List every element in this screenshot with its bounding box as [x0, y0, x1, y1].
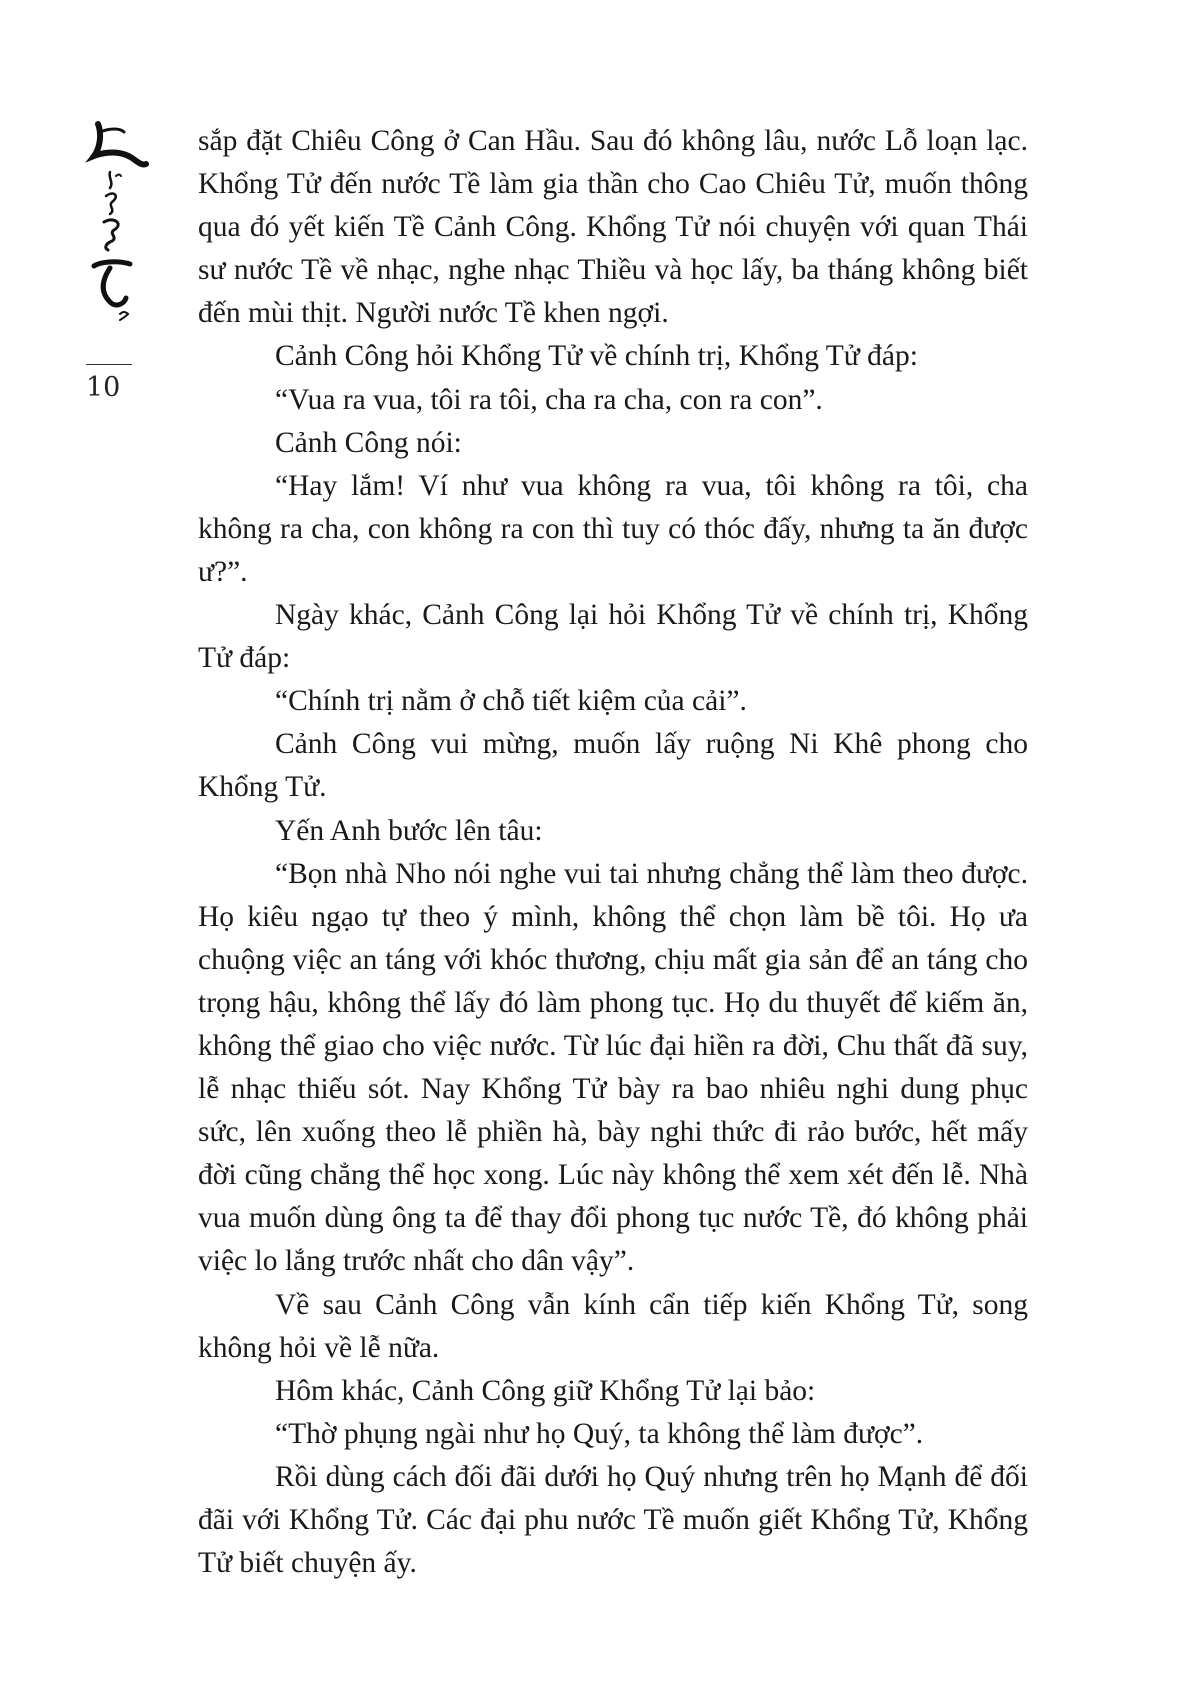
paragraph: Cảnh Công nói: [275, 426, 462, 459]
page-number: 10 [86, 372, 121, 403]
body-text [198, 120, 1028, 1585]
paragraph: Rồi dùng cách đối đãi dưới họ Quý nhưng trên họ Mạnh để đối đãi với Khổng Tử. Các đại phu nước Tề muốn giết Khổng Tử, Khổng Tử biết chuyện ấy. [198, 1460, 1028, 1580]
paragraph: “Bọn nhà Nho nói nghe vui tai nhưng chẳng thể làm theo được. Họ kiêu ngạo tự theo ý mình, không thể chọn làm bề tôi. Họ ưa chuộng việc an táng với khóc thương, chịu mất gia sản để an táng cho trọng hậu, không thể lấy đó làm phong tục. Họ du thuyết để kiếm ăn, không thể giao cho việc nước. Từ lúc đại hiền ra đời, Chu thất đã suy, lễ nhạc thiếu sót. Nay Khổng Tử bày ra bao nhiêu nghi dung phục sức, lên xuống theo lễ phiền hà, bày nghi thức đi rảo bước, hết mấy đời cũng chẳng thể học xong. Lúc này không thể xem xét đến lễ. Nhà vua muốn dùng ông ta để thay đổi phong tục nước Tề, đó không phải việc lo lắng trước nhất cho dân vậy”. [198, 857, 1028, 1278]
paragraph: Yến Anh bước lên tâu: [275, 814, 543, 847]
paragraph: Cảnh Công hỏi Khổng Tử về chính trị, Khổng Tử đáp: [275, 340, 918, 373]
paragraph: Về sau Cảnh Công vẫn kính cẩn tiếp kiến Khổng Tử, song không hỏi về lễ nữa. [198, 1288, 1028, 1364]
paragraph: “Vua ra vua, tôi ra tôi, cha ra cha, con ra con”. [275, 383, 823, 416]
paragraph: “Chính trị nằm ở chỗ tiết kiệm của cải”. [275, 685, 747, 718]
page-number-divider [86, 364, 132, 365]
paragraph: Cảnh Công vui mừng, muốn lấy ruộng Ni Khê phong cho Khổng Tử. [198, 728, 1028, 804]
paragraph: Ngày khác, Cảnh Công lại hỏi Khổng Tử về chính trị, Khổng Tử đáp: [198, 599, 1028, 675]
paragraph: “Thờ phụng ngài như họ Quý, ta không thể làm được”. [275, 1417, 924, 1450]
paragraph: sắp đặt Chiêu Công ở Can Hầu. Sau đó không lâu, nước Lỗ loạn lạc. Khổng Tử đến nước Tề làm gia thần cho Cao Chiêu Tử, muốn thông qua đó yết kiến Tề Cảnh Công. Khổng Tử nói chuyện với quan Thái sư nước Tề về nhạc, nghe nhạc Thiều và học lấy, ba tháng không biết đến mùi thịt. Người nước Tề khen ngợi. [198, 125, 1028, 330]
paragraph: “Hay lắm! Ví như vua không ra vua, tôi không ra tôi, cha không ra cha, con không ra con thì tuy có thóc đấy, nhưng ta ăn được ư?”. [198, 469, 1028, 588]
paragraph: Hôm khác, Cảnh Công giữ Khổng Tử lại bảo: [275, 1374, 816, 1407]
